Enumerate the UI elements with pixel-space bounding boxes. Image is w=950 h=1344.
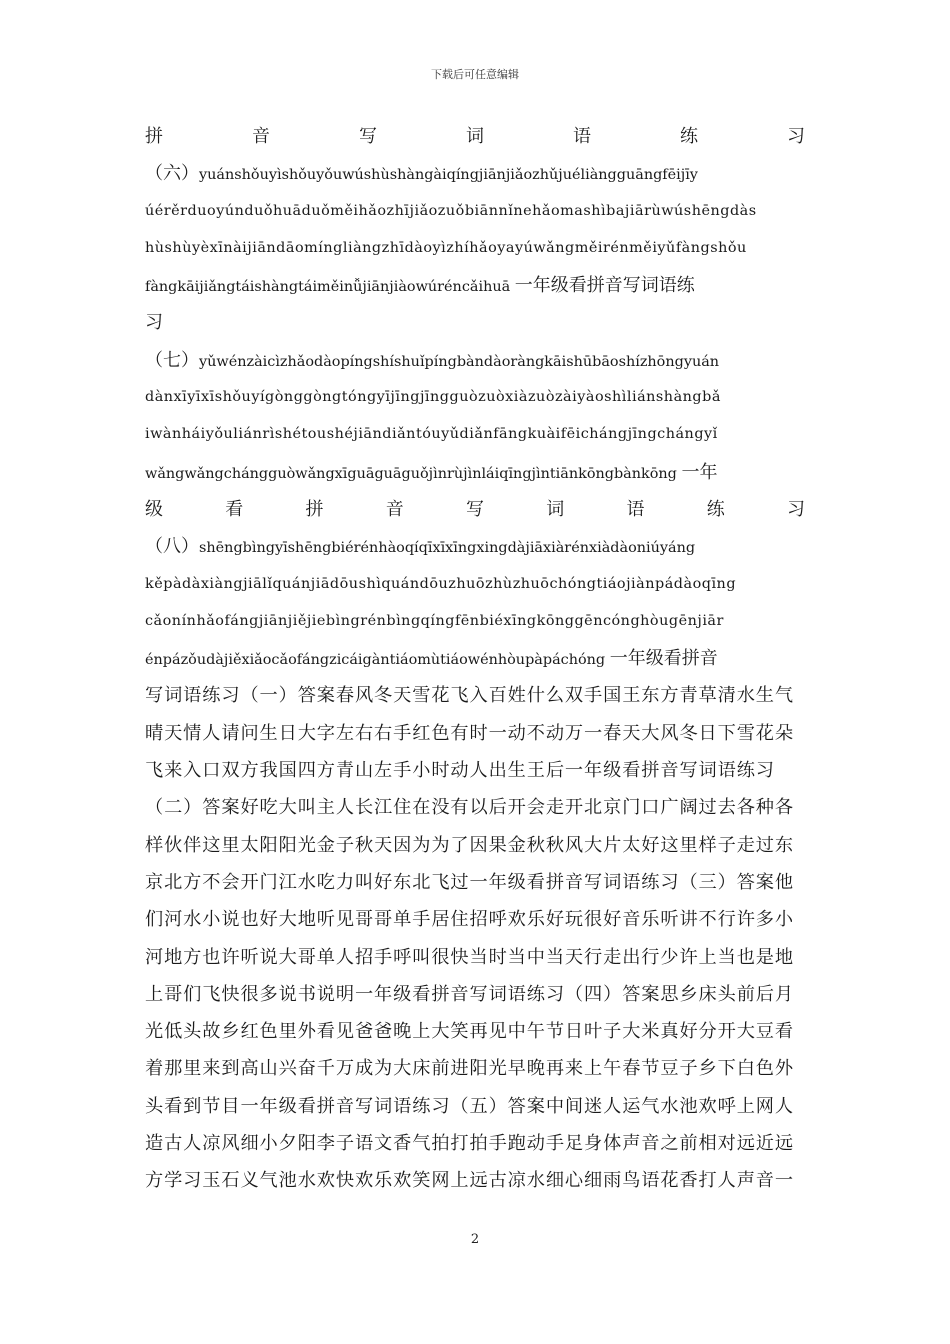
answer-line: 晴天情人请问生日大字左右右手红色有时一动不动万一春天大风冬日下雪花朵 (145, 722, 794, 744)
answer-line: 京北方不会开门江水吃力叫好东北飞过一年级看拼音写词语练习（三）答案他 (145, 871, 794, 893)
section-6-line-5: 习 (145, 312, 163, 334)
title-char: 拼 (145, 126, 163, 147)
section-6-line-4 (145, 267, 805, 304)
chinese-text: 一年级看拼音写词语练 (514, 275, 695, 297)
title-char: 习 (787, 126, 805, 147)
title-char: 写 (359, 126, 377, 147)
page-number: 2 (470, 1232, 480, 1247)
section-6-line-1 (145, 155, 805, 192)
answer-line: （二）答案好吃大叫主人长江住在没有以后开会走开北京门口广阔过去各种各 (145, 797, 794, 819)
section-8-line-4 (145, 640, 805, 677)
spread-char: 看 (225, 498, 244, 520)
answer-line: 河地方也许听说大哥单人招手呼叫很快当时当中当天行走出行少许上当也是地 (145, 946, 794, 968)
page-header: 下载后可任意编辑 (431, 68, 519, 81)
pinyin-text: shēngbìngyīshēngbiérénhàoqíqīxīxīngxingdàjiāxiàrénxiàdàoniúyáng (199, 540, 696, 557)
section-8-line-2: kěpàdàxiàngjiālǐquánjiādōushìquándōuzhuōzhùzhuōchóngtiáojiànpádàoqīng (145, 575, 737, 592)
section-8-line-3: cǎonínhǎofángjiānjiějiebìngrénbìngqíngfēnbiéxīngkōnggēncónghòugēnjiār (145, 612, 724, 629)
section-7-line-1 (145, 342, 805, 379)
title-char: 词 (466, 126, 484, 147)
section-7-line-3: iwànháiyǒuliánrìshétoushéjiāndiǎntóuyǔdiǎnfāngkuàifēichángjīngchángyǐ (145, 426, 718, 443)
answer-line: 们河水小说也好大地听见哥哥单手居住招呼欢乐好玩很好音乐听讲不行许多小 (145, 909, 794, 931)
section-label: （七） (145, 349, 199, 371)
spread-char: 习 (787, 498, 805, 520)
answer-line: 飞来入口双方我国四方青山左手小时动人出生王后一年级看拼音写词语练习 (145, 760, 775, 782)
section-6-line-3: hùshùyèxīnàijiāndāomíngliàngzhīdàoyìzhíhǎoyayúwǎngměirénměiyǔfàngshǒu (145, 239, 747, 256)
pinyin-text: fàngkāijiǎngtáishàngtáiměinǚjiānjiàowúréncǎihuā (145, 279, 511, 296)
chinese-text: 一年级看拼音 (609, 648, 718, 670)
answer-line: 光低头故乡红色里外看见爸爸晚上大笑再见中午节日叶子大米真好分开大豆看 (145, 1021, 794, 1043)
title-char: 语 (573, 126, 591, 147)
title-char: 音 (252, 126, 270, 147)
title-line (145, 118, 805, 155)
pinyin-text: wǎngwǎngchángguòwǎngxīguāguāguǒjìnrùjìnláiqīngjìntiānkōngbànkōng (145, 465, 677, 482)
section-6-line-2: úérěrduoyúnduǒhuāduǒměihǎozhījiǎozuǒbiānnǐnehǎomashìbajiārùwúshēngdàs (145, 202, 757, 219)
spread-char: 写 (466, 498, 484, 520)
section-8-line-1 (145, 528, 805, 565)
spread-char: 练 (706, 498, 725, 520)
answer-line: 造古人凉风细小夕阳李子语文香气拍打拍手跑动手足身体声音之前相对远近远 (145, 1133, 794, 1155)
section-7-line-4 (145, 454, 805, 491)
answer-line: 写词语练习（一）答案春风冬天雪花飞入百姓什么双手国王东方青草清水生气 (145, 685, 794, 707)
answer-line: 着那里来到高山兴奋千万成为大床前进阳光早晚再来上午春节豆子乡下白色外 (145, 1058, 794, 1080)
section-label: （六） (145, 163, 199, 185)
document-body (145, 118, 805, 1200)
section-7-line-2: dànxīyīxīshǒuyígònggòngtóngyījīngjīngguòzuòxiàzuòzàiyàoshìliánshàngbǎ (145, 389, 721, 406)
pinyin-text: yǔwénzàicìzhǎodàopíngshíshuǐpíngbàndàoràngkāishūbāoshízhōngyuán (199, 353, 720, 370)
answer-line: 样伙伴这里太阳阳光金子秋天因为为了因果金秋秋风大片太好这里样子走过东 (145, 834, 794, 856)
pinyin-text: énpázǒudàjiěxiǎocǎofángzicáigàntiáomùtiáowénhòupàpáchóng (145, 652, 606, 669)
spread-char: 语 (626, 498, 645, 520)
spread-char: 音 (385, 498, 404, 520)
title-char: 练 (680, 126, 698, 147)
answer-line: 方学习玉石义气池水欢快欢乐欢笑网上远古凉水细心细雨鸟语花香打人声音一 (145, 1170, 794, 1192)
pinyin-text: yuánshǒuyìshǒuyǒuwúshùshàngàiqíngjiānjiǎozhǔjuéliàngguāngfēijīy (199, 167, 698, 184)
spread-char: 拼 (305, 498, 324, 520)
answer-line: 上哥们飞快很多说书说明一年级看拼音写词语练习（四）答案思乡床头前后月 (145, 983, 794, 1005)
spread-char: 级 (145, 498, 163, 520)
section-7-line-5 (145, 491, 805, 528)
section-label: （八） (145, 536, 199, 558)
answer-line: 头看到节目一年级看拼音写词语练习（五）答案中间迷人运气水池欢呼上网人 (145, 1095, 794, 1117)
spread-char: 词 (546, 498, 565, 520)
chinese-text: 一年 (681, 461, 718, 483)
